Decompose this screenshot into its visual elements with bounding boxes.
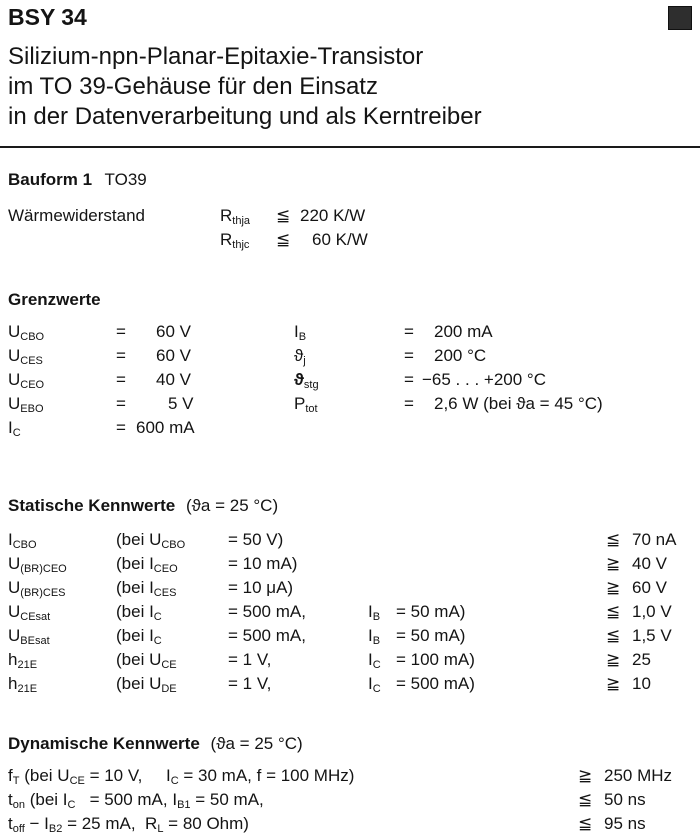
param-operator: ≧ (606, 578, 621, 597)
limit-op: = (404, 322, 414, 341)
sym: I (294, 322, 299, 341)
cond-text: (bei U (116, 674, 162, 693)
sym: U (8, 322, 21, 341)
cond-rest: = 50 mA, (195, 790, 264, 809)
param-value: 40 V (632, 554, 667, 573)
param-value: 25 (632, 650, 651, 669)
sym: t (8, 790, 13, 809)
limit-value: −65 . . . +200 °C (422, 370, 546, 389)
param-value: 1,5 V (632, 626, 672, 645)
sym: U (8, 602, 21, 621)
cond-rest: = 80 Ohm) (168, 814, 249, 833)
param-value: 1,0 V (632, 602, 672, 621)
limit-op: = (404, 370, 414, 389)
param-condition-1 (116, 650, 177, 670)
cond-sub: B2 (48, 823, 63, 835)
cond-sub: C (67, 799, 76, 811)
param-symbol (8, 674, 37, 694)
param-operator: ≦ (606, 626, 621, 645)
param-condition-2-value: = 100 mA) (396, 650, 475, 669)
sub: tot (305, 403, 318, 415)
param-value: 70 nA (632, 530, 677, 549)
subtitle-line-1: Silizium-npn-Planar-Epitaxie-Transistor (8, 43, 424, 70)
limit-sym (294, 322, 306, 342)
param-condition-1-value: = 1 V, (228, 674, 272, 693)
dynamic-title-text: Dynamische Kennwerte (8, 734, 200, 753)
param-condition-1-value: = 10 mA) (228, 554, 298, 573)
sym: U (8, 626, 21, 645)
thermal-row (220, 206, 250, 226)
dyn-param (8, 766, 354, 786)
limit-sym (294, 346, 306, 366)
dyn-param (8, 790, 264, 810)
param-condition-1 (116, 602, 162, 622)
sym: U (8, 578, 21, 597)
cond-rest: = 30 mA, f = 100 MHz) (183, 766, 355, 785)
dyn-value: 250 MHz (604, 766, 673, 785)
grenzwerte-title: Grenzwerte (8, 290, 101, 309)
sub: BEsat (20, 635, 50, 647)
bauform-label: Bauform 1 (8, 170, 93, 189)
param-symbol (8, 602, 50, 622)
dynamic-condition: (ϑa = 25 °C) (210, 734, 303, 753)
limit-sym (8, 370, 44, 390)
cond-rest: = 10 V, I (89, 766, 171, 785)
sub: stg (303, 379, 319, 391)
sub: CBO (12, 539, 37, 551)
thermal-sub: thja (232, 215, 251, 227)
sub: CEsat (20, 611, 51, 623)
dyn-operator: ≧ (578, 766, 593, 785)
cond-text: (bei I (116, 554, 154, 573)
header-divider (0, 146, 700, 148)
cond-rest: = 500 mA, I (80, 790, 178, 809)
sym: I (8, 530, 13, 549)
param-operator: ≧ (606, 674, 621, 693)
subtitle-line-3: in der Datenverarbeitung und als Kerntreiber (8, 103, 482, 130)
thermal-label: Wärmewiderstand (8, 206, 145, 225)
cond-text: (bei U (24, 766, 70, 785)
param-symbol (8, 650, 37, 670)
cond-sub: CE (161, 659, 177, 671)
param-symbol (8, 530, 37, 550)
cond-sub: CES (153, 587, 177, 599)
dyn-value: 50 ns (604, 790, 646, 809)
sub: CBO (20, 331, 45, 343)
limit-op: = (116, 394, 126, 413)
cond-text: − I (29, 814, 49, 833)
param-operator: ≦ (606, 530, 621, 549)
param-condition-1 (116, 530, 185, 550)
part-number: BSY 34 (8, 4, 87, 30)
param-operator: ≦ (606, 602, 621, 621)
sub: j (303, 355, 306, 367)
limit-op: = (116, 322, 126, 341)
param-value: 60 V (632, 578, 667, 597)
param-condition-1 (116, 554, 178, 574)
cond-sub: C (153, 635, 162, 647)
limit-value: 60 V (156, 346, 191, 365)
sub: 21E (17, 659, 38, 671)
cond-sub: B1 (177, 799, 191, 811)
limit-value: 200 mA (434, 322, 493, 341)
thermal-sym: R (220, 206, 233, 225)
limit-value: 200 °C (434, 346, 487, 365)
sym: U (8, 370, 21, 389)
param-condition-1 (116, 674, 177, 694)
corner-mark (668, 6, 692, 30)
cond-text: (bei I (116, 626, 154, 645)
thermal-value: 220 K/W (300, 206, 366, 225)
param-symbol (8, 578, 66, 598)
sub: C (12, 427, 21, 439)
param-condition-1-value: = 500 mA, (228, 602, 306, 621)
sym: ϑ (294, 370, 304, 389)
cond-sub: C (372, 659, 381, 671)
cond-rest: = 25 mA, R (67, 814, 158, 833)
static-condition: (ϑa = 25 °C) (185, 496, 279, 515)
param-condition-1-value: = 500 mA, (228, 626, 306, 645)
sub: 21E (17, 683, 38, 695)
dynamic-title (8, 734, 303, 754)
param-condition-1-value: = 10 μA) (228, 578, 294, 597)
cond-sub: B (372, 635, 381, 647)
sym: U (8, 394, 21, 413)
thermal-op: ≦ (276, 206, 291, 225)
limit-value: 5 V (168, 394, 194, 413)
param-condition-1 (116, 626, 162, 646)
limit-sym (8, 322, 44, 342)
limit-sym (8, 394, 44, 414)
param-condition-1-value: = 1 V, (228, 650, 272, 669)
cond-text: (bei U (116, 530, 162, 549)
param-condition-1-value: = 50 V) (228, 530, 284, 549)
sub: (BR)CEO (20, 563, 67, 575)
cond-sub: C (170, 775, 179, 787)
param-condition-2 (368, 602, 380, 622)
dyn-operator: ≦ (578, 790, 593, 809)
cond-sub: C (372, 683, 381, 695)
sym: h (8, 674, 18, 693)
cond-text: (bei I (116, 578, 154, 597)
cond-sub: CBO (161, 539, 186, 551)
sym: I (8, 418, 13, 437)
sym: h (8, 650, 18, 669)
cond-sub: DE (161, 683, 177, 695)
cond-text: I (368, 650, 373, 669)
thermal-row (220, 230, 249, 250)
param-operator: ≧ (606, 554, 621, 573)
cond-sub: CE (69, 775, 85, 787)
limit-value: 2,6 W (bei ϑa = 45 °C) (434, 394, 603, 413)
static-title (8, 496, 278, 516)
cond-text: (bei U (116, 650, 162, 669)
param-value: 10 (632, 674, 651, 693)
subtitle-line-2: im TO 39-Gehäuse für den Einsatz (8, 73, 378, 100)
param-symbol (8, 554, 67, 574)
limit-op: = (116, 370, 126, 389)
dyn-param (8, 814, 249, 834)
sym: ϑ (294, 346, 304, 365)
sub: B (298, 331, 307, 343)
sym: t (8, 814, 13, 833)
bauform (8, 170, 147, 190)
cond-sub: B (372, 611, 381, 623)
cond-sub: CEO (153, 563, 178, 575)
sym: f (8, 766, 13, 785)
param-condition-1 (116, 578, 176, 598)
bauform-value: TO39 (104, 170, 147, 189)
limit-op: = (404, 394, 414, 413)
limit-op: = (404, 346, 414, 365)
limit-sym (8, 418, 21, 438)
cond-sub: C (153, 611, 162, 623)
sym: U (8, 346, 21, 365)
sub: EBO (20, 403, 44, 415)
param-symbol (8, 626, 50, 646)
thermal-op: ≦ (276, 230, 291, 249)
cond-text: (bei I (116, 602, 154, 621)
param-condition-2-value: = 50 mA) (396, 626, 466, 645)
sym: P (294, 394, 306, 413)
limit-sym (8, 346, 43, 366)
thermal-sym: R (220, 230, 233, 249)
limit-value: 60 V (156, 322, 191, 341)
thermal-value: 60 K/W (312, 230, 368, 249)
cond-text: I (368, 602, 373, 621)
dyn-value: 95 ns (604, 814, 646, 833)
limit-value: 40 V (156, 370, 191, 389)
thermal-sub: thjc (232, 239, 250, 251)
cond-sub: L (157, 823, 164, 835)
sub: off (12, 823, 25, 835)
sub: CES (20, 355, 43, 367)
sub: T (12, 775, 20, 787)
limit-value: 600 mA (136, 418, 195, 437)
sub: CEO (20, 379, 45, 391)
cond-text: I (368, 674, 373, 693)
limit-sym (294, 370, 319, 390)
param-condition-2 (368, 674, 381, 694)
limit-op: = (116, 346, 126, 365)
dyn-operator: ≦ (578, 814, 593, 833)
param-condition-2 (368, 626, 380, 646)
sub: (BR)CES (20, 587, 66, 599)
cond-text: (bei I (29, 790, 68, 809)
cond-text: I (368, 626, 373, 645)
sym: U (8, 554, 21, 573)
param-condition-2-value: = 500 mA) (396, 674, 475, 693)
param-operator: ≧ (606, 650, 621, 669)
static-title-text: Statische Kennwerte (8, 496, 176, 515)
param-condition-2-value: = 50 mA) (396, 602, 466, 621)
limit-sym (294, 394, 318, 414)
limit-op: = (116, 418, 126, 437)
param-condition-2 (368, 650, 381, 670)
sub: on (12, 799, 25, 811)
